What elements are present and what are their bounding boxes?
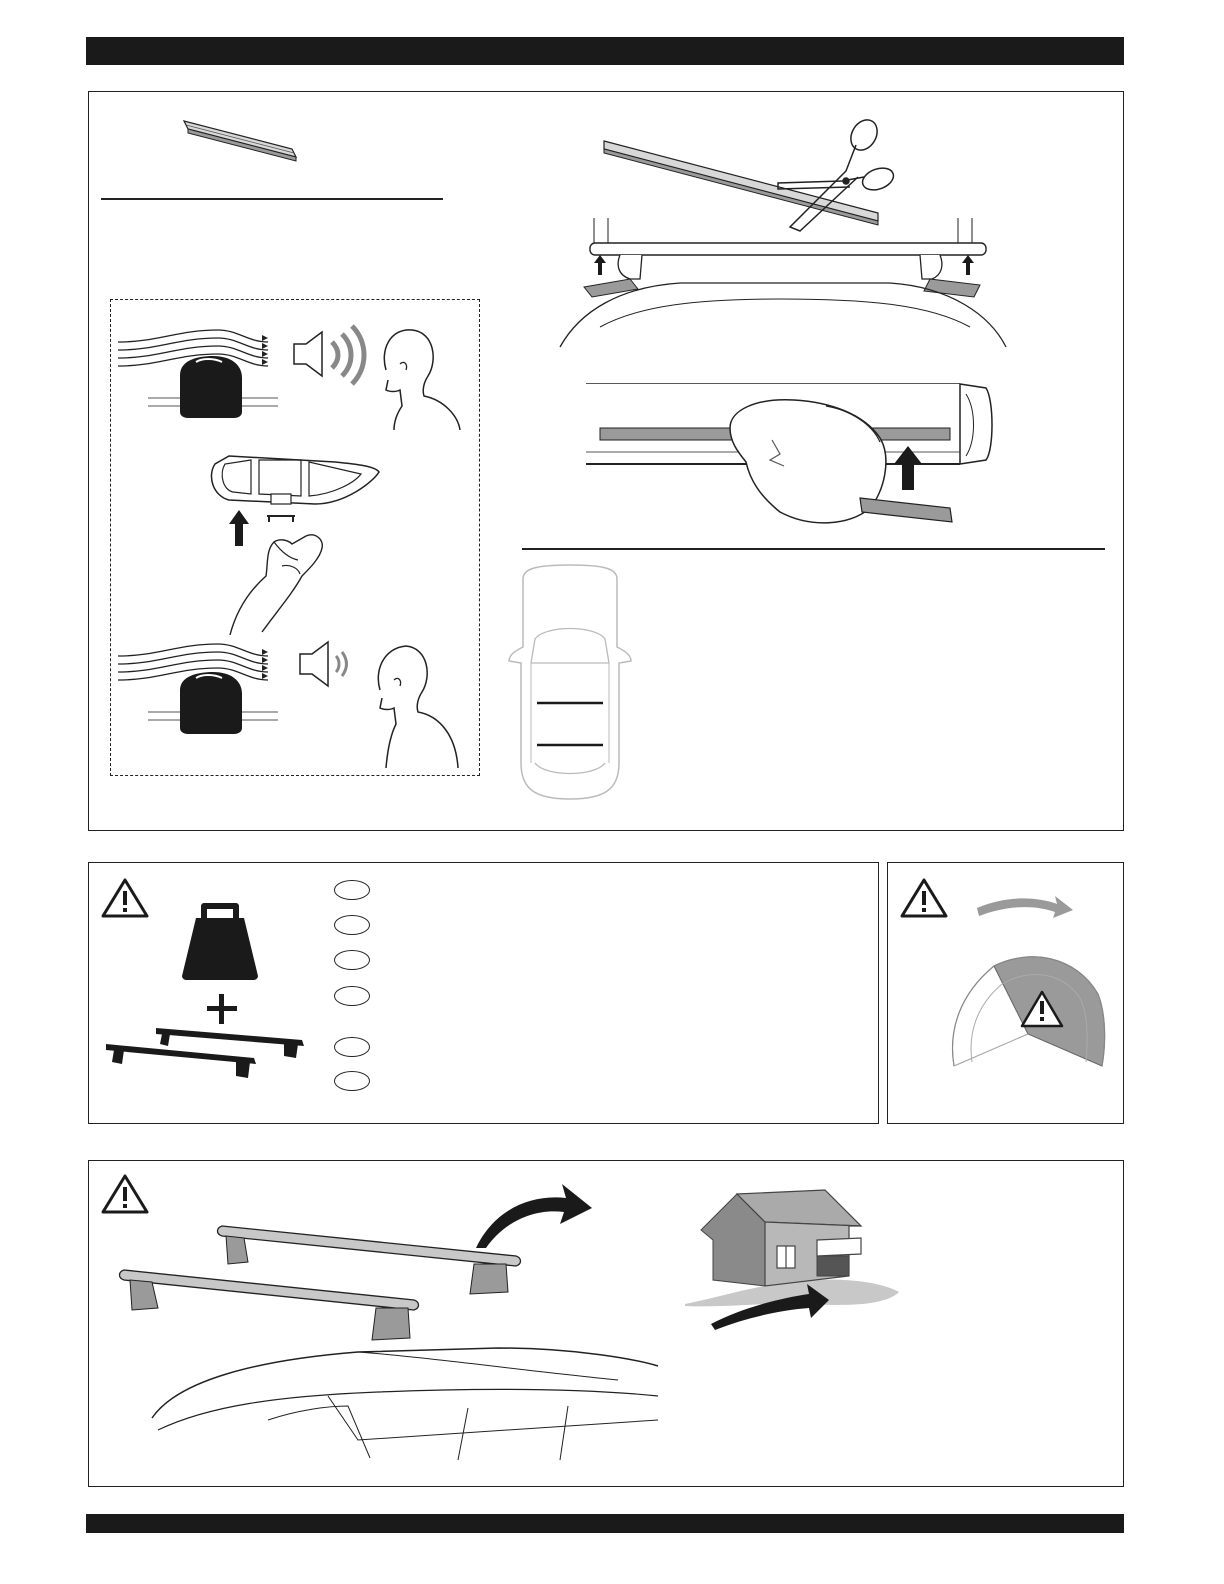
wind-noise-quiet-illustration [118, 640, 468, 770]
load-list-marker [334, 880, 370, 900]
cut-strip-illustration [560, 115, 1010, 355]
warning-triangle-icon [101, 878, 149, 918]
speaker-loud-icon [294, 326, 364, 384]
load-list-marker [334, 1037, 370, 1057]
header-bar [86, 37, 1124, 65]
rubber-strip-illustration [180, 115, 300, 165]
divider-line [101, 198, 443, 200]
car-top-view-illustration [505, 563, 635, 803]
house-garage-icon [685, 1188, 900, 1333]
roof-rack-on-car-illustration [118, 1220, 658, 1465]
warning-triangle-icon [900, 878, 948, 918]
speaker-quiet-icon [300, 642, 347, 686]
speedometer-icon [944, 954, 1108, 1070]
load-list-marker [334, 950, 370, 970]
footer-bar [86, 1514, 1124, 1533]
roof-bars-icon [104, 1024, 309, 1080]
load-list-marker [334, 1071, 370, 1091]
wind-noise-loud-illustration [118, 320, 468, 430]
load-list-marker [334, 986, 370, 1006]
divider-line [522, 548, 1105, 550]
curved-arrow-icon [975, 888, 1075, 922]
bar-end-closeup-illustration [580, 380, 1000, 530]
plus-icon [207, 994, 237, 1024]
weight-icon [180, 900, 260, 980]
curved-arrow-icon [474, 1180, 594, 1250]
warning-triangle-icon [101, 1174, 149, 1214]
load-list-marker [334, 915, 370, 935]
hand-illustration [210, 520, 340, 635]
